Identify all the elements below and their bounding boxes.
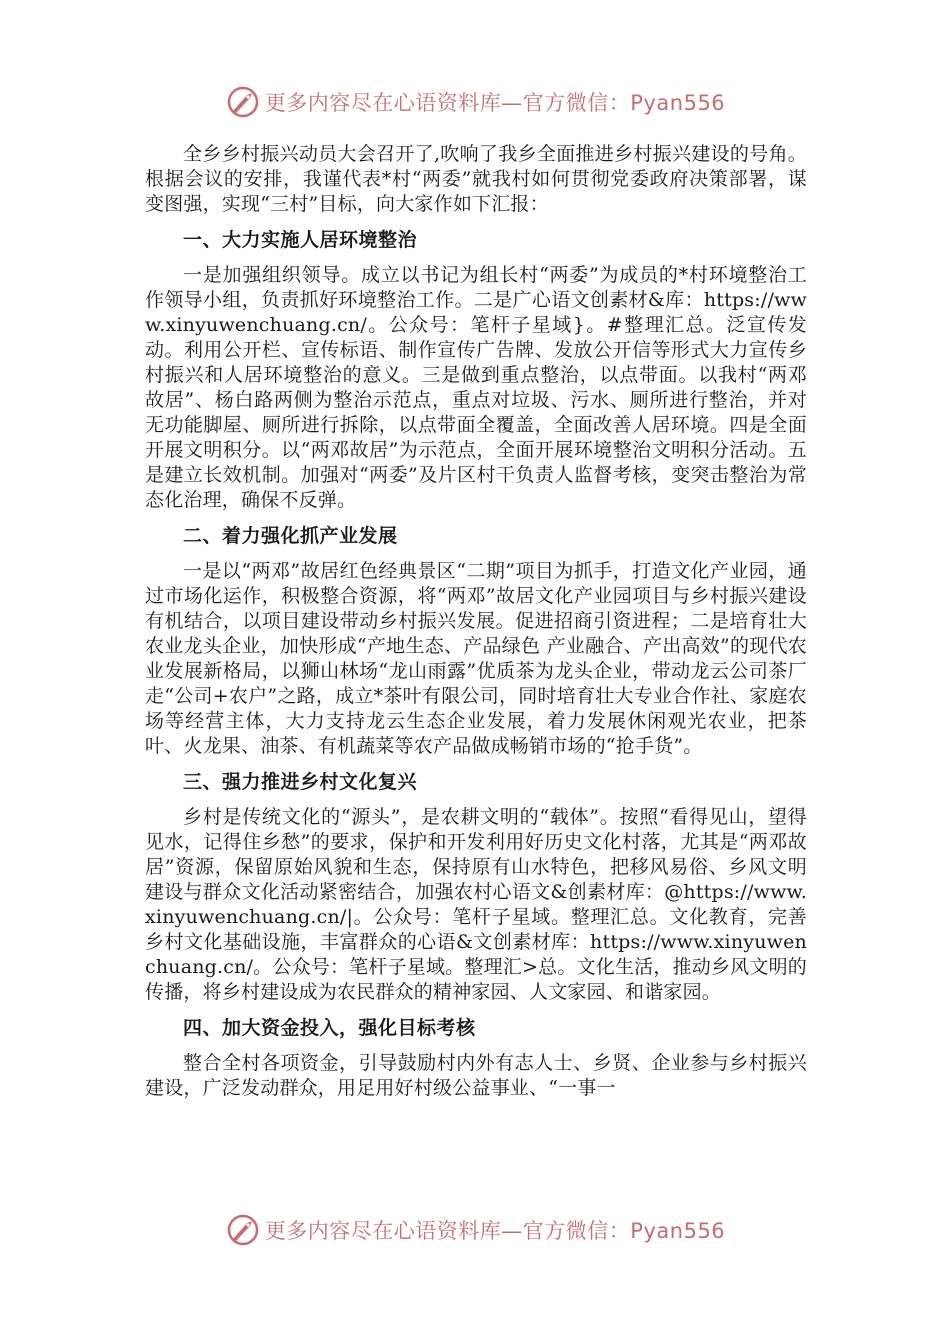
section-2-body: 一是以“两邓”故居红色经典景区“二期”项目为抓手，打造文化产业园，通过市场化运作，积极整合资源，将“两邓”故居文化产业园项目与乡村振兴建设有机结合，以项目建设带动乡村振兴发展。促进招商引资进程；二是培育壮大农业龙头企业，加快形成“产地生态、产品绿色 产业融合、产出高效”的现代农业发展新格局，以狮山林场“龙山雨露”优质茶为龙头企业，带动龙云公司茶厂走“公司+农户”之路，成立*茶叶有限公司，同时培育壮大专业合作社、家庭农场等经营主体，大力支持龙云生态企业发展，着力发展休闲观光农业，把茶叶、火龙果、油茶、有机蔬菜等农产品做成畅销市场的“抢手货”。 [145, 560, 807, 757]
section-3-body: 乡村是传统文化的“源头”，是农耕文明的“载体”。按照“看得见山，望得见水，记得住乡愁”的要求，保护和开发利用好历史文化村落，尤其是“两邓故居”资源，保留原始风貌和生态，保持原有山水特色，把移风易俗、乡风文明建设与群众文化活动紧密结合，加强农村心语文&创素材库：@https://www.xinyuwenchuang.cn/|。公众号：笔杆子星域。整理汇总。文化教育，完善乡村文化基础设施，丰富群众的心语&文创素材库：https://www.xinyuwenchuang.cn/。公众号：笔杆子星域。整理汇>总。文化生活，推动乡风文明的传播，将乡村建设成为农民群众的精神家园、人文家园、和谐家园。 [145, 806, 807, 1003]
watermark-text: 更多内容尽在心语资料库—官方微信：Pyan556 [264, 91, 726, 115]
section-4-body: 整合全村各项资金，引导鼓励村内外有志人士、乡贤、企业参与乡村振兴建设，广泛发动群众，用足用好村级公益事业、“一事一 [145, 1052, 807, 1099]
intro-paragraph: 全乡乡村振兴动员大会召开了,吹响了我乡全面推进乡村振兴建设的号角。根据会议的安排，我谨代表*村“两委”就我村如何贯彻党委政府决策部署，谋变图强，实现“三村”目标，向大家作如下汇报： [145, 143, 807, 215]
pen-nib-circle-icon [225, 84, 261, 120]
section-1-body: 一是加强组织领导。成立以书记为组长村“两委”为成员的*村环境整治工作领导小组，负责抓好环境整治工作。二是广心语文创素材&库：https://www.xinyuwenchuang.cn/。公众号：笔杆子星域}。#整理汇总。泛宣传发动。利用公开栏、宣传标语、制作宣传广告牌、发放公开信等形式大力宣传乡村振兴和人居环境整治的意义。三是做到重点整治，以点带面。以我村“两邓故居”、杨白路两侧为整治示范点，重点对垃圾、污水、厕所进行整治，并对无功能脚屋、厕所进行拆除，以点带面全覆盖，全面改善人居环境。四是全面开展文明积分。以“两邓故居”为示范点，全面开展环境整治文明积分活动。五是建立长效机制。加强对“两委”及片区村干负责人监督考核，变突击整治为常态化治理，确保不反弹。 [145, 264, 807, 511]
watermark-text: 更多内容尽在心语资料库—官方微信：Pyan556 [264, 1219, 726, 1243]
watermark-banner-top [0, 82, 950, 122]
document-body [145, 142, 807, 1101]
watermark-banner-bottom [0, 1210, 950, 1250]
section-1-heading: 一、大力实施人居环境整治 [183, 229, 418, 251]
pen-nib-circle-icon [225, 1212, 261, 1248]
section-4-heading: 四、加大资金投入，强化目标考核 [183, 1017, 476, 1039]
section-3-heading: 三、强力推进乡村文化复兴 [183, 771, 418, 793]
section-2-heading: 二、着力强化抓产业发展 [183, 525, 398, 547]
